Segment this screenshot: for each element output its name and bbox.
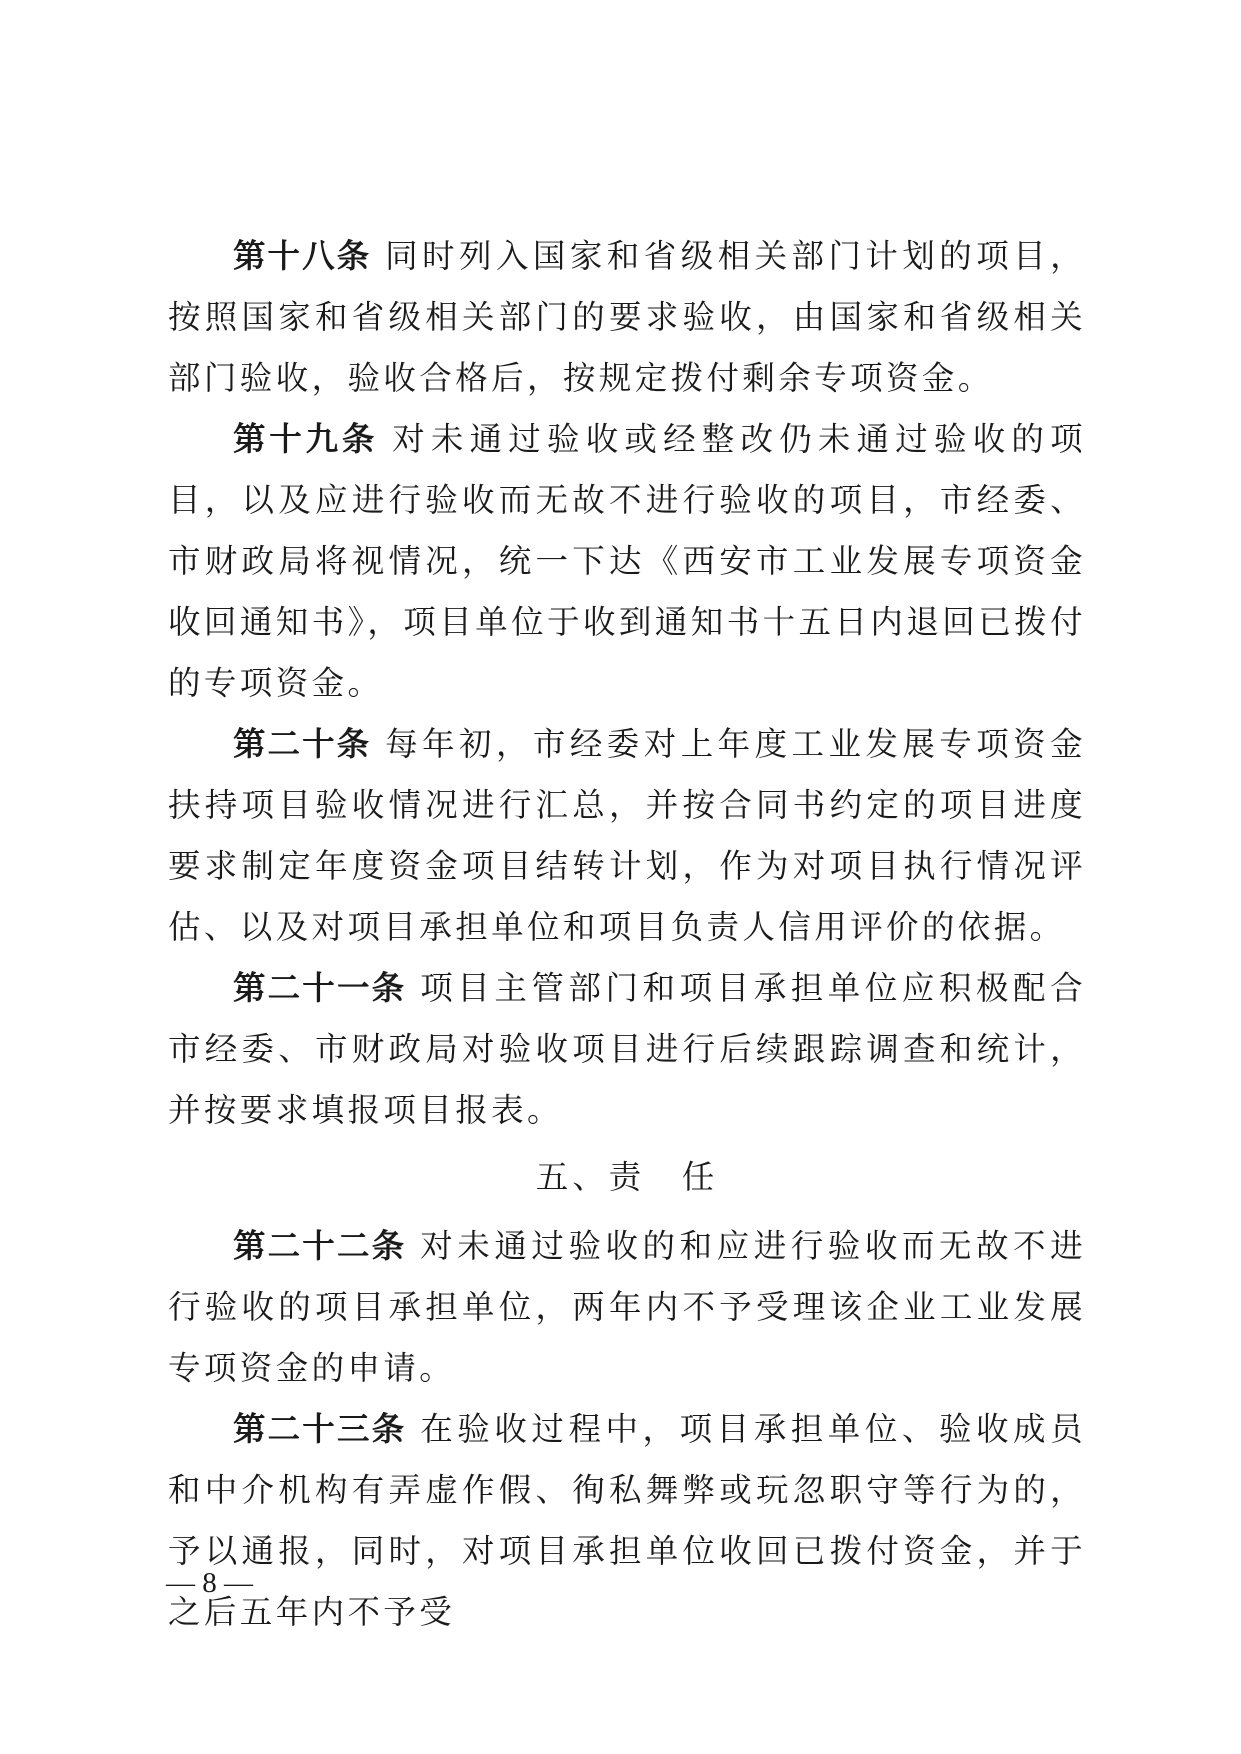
article-text: 项目主管部门和项目承担单位应积极配合市经委、市财政局对验收项目进行后续跟踪调查和统计，并按要求填报项目报表。 [168,969,1086,1129]
document-body [168,226,1086,1643]
section-heading: 五、责 任 [535,1158,719,1196]
article-text: 在验收过程中，项目承担单位、验收成员和中介机构有弄虚作假、徇私舞弊或玩忽职守等行为的，予以通报，同时，对项目承担单位收回已拨付资金，并于之后五年内不予受 [168,1410,1086,1631]
article-number: 第二十二条 [233,1227,407,1265]
article-21 [168,958,1086,1141]
article-19 [168,409,1086,714]
article-number: 第二十一条 [233,969,407,1007]
article-text: 对未通过验收的和应进行验收而无故不进行验收的项目承担单位，两年内不予受理该企业工业发展专项资金的申请。 [168,1227,1086,1387]
article-number: 第十八条 [233,237,372,275]
article-text: 对未通过验收或经整改仍未通过验收的项目，以及应进行验收而无故不进行验收的项目，市经委、市财政局将视情况，统一下达《西安市工业发展专项资金收回通知书》，项目单位于收到通知书十五日内退回已拨付的专项资金。 [168,420,1086,702]
article-23 [168,1399,1086,1643]
article-text: 每年初，市经委对上年度工业发展专项资金扶持项目验收情况进行汇总，并按合同书约定的项目进度要求制定年度资金项目结转计划，作为对项目执行情况评估、以及对项目承担单位和项目负责人信用评价的依据。 [168,725,1086,946]
article-text: 同时列入国家和省级相关部门计划的项目，按照国家和省级相关部门的要求验收，由国家和省级相关部门验收，验收合格后，按规定拨付剩余专项资金。 [168,237,1086,397]
article-number: 第十九条 [233,420,379,458]
article-number: 第二十条 [233,725,372,763]
article-18 [168,226,1086,409]
page-number: — 8 — [166,1567,253,1599]
article-number: 第二十三条 [233,1410,407,1448]
article-20 [168,714,1086,958]
article-22 [168,1216,1086,1399]
